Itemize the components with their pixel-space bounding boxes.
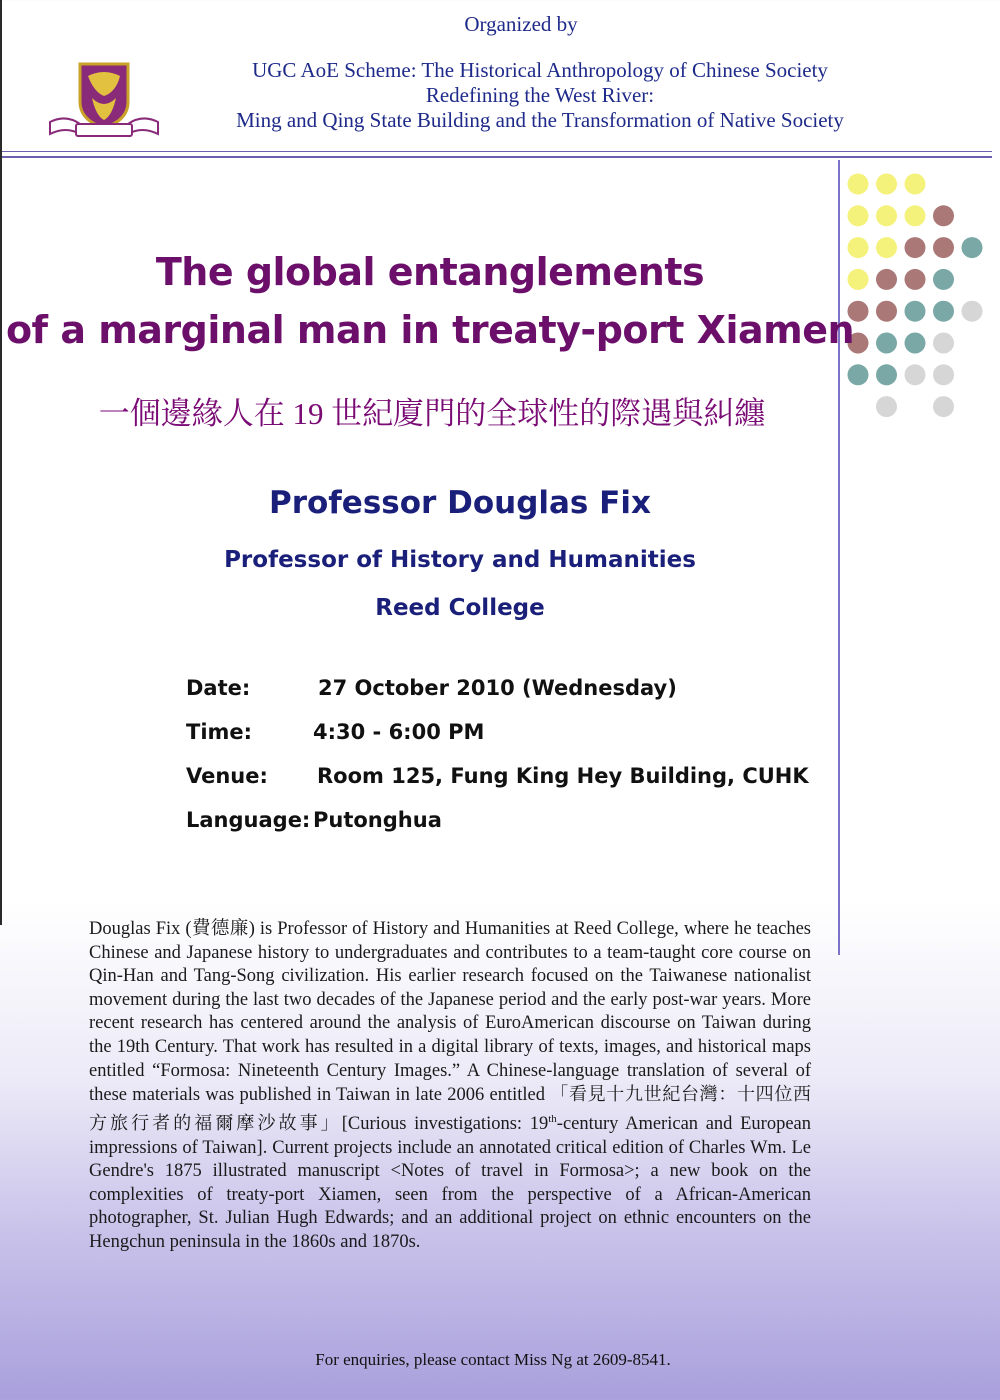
organizer-lines	[180, 58, 900, 133]
decorative-dot	[933, 333, 954, 354]
date-label: Date:	[186, 676, 251, 700]
decorative-dot	[876, 237, 897, 258]
decorative-dot	[876, 205, 897, 226]
talk-title-line-2: of a marginal man in treaty-port Xiamen	[5, 308, 855, 352]
organized-by-label: Organized by	[464, 12, 578, 36]
talk-title-line-1: The global entanglements	[155, 250, 705, 294]
decorative-dot	[876, 396, 897, 417]
decorative-dot	[905, 237, 926, 258]
decorative-dot	[876, 301, 897, 322]
venue-label: Venue:	[186, 764, 268, 788]
bio-chinese-book-title: 「看見十九世紀台灣：十四位西方旅行者的福爾摩沙故事」	[89, 1084, 812, 1133]
decorative-dot	[962, 301, 983, 322]
time-label: Time:	[186, 720, 253, 744]
decorative-dot	[848, 174, 869, 195]
header-divider-thin	[0, 151, 992, 152]
decorative-dot	[933, 301, 954, 322]
decorative-dot	[905, 269, 926, 290]
decorative-dot	[876, 269, 897, 290]
left-frame-line	[0, 0, 2, 925]
decorative-dot	[876, 333, 897, 354]
bio-superscript: th	[548, 1112, 557, 1125]
decorative-dot	[905, 174, 926, 195]
decorative-dot	[905, 301, 926, 322]
decorative-dot	[933, 205, 954, 226]
language-value: Putonghua	[313, 808, 442, 832]
talk-title	[0, 243, 860, 359]
venue-value: Room 125, Fung King Hey Building, CUHK	[317, 764, 809, 788]
speaker-biography	[89, 918, 811, 1254]
decorative-dot	[905, 205, 926, 226]
talk-title-chinese: 一個邊緣人在 19 世紀廈門的全球性的際遇與糾纏	[98, 396, 766, 431]
decorative-dot	[933, 396, 954, 417]
time-value: 4:30 - 6:00 PM	[313, 720, 485, 744]
speaker-name: Professor Douglas Fix	[269, 485, 651, 521]
decorative-dot	[933, 364, 954, 385]
decorative-dot	[876, 174, 897, 195]
language-label: Language:	[186, 808, 311, 832]
decorative-dot	[962, 237, 983, 258]
university-crest-logo	[46, 62, 162, 142]
decorative-dot	[848, 364, 869, 385]
decorative-dot-grid	[842, 170, 1000, 420]
bio-text-1: Douglas Fix (費德廉) is Professor of History and Humanities at Reed College, where he teaches Chinese and Japanese history to undergraduates and contributes to a team-taught core course on Qin-Han and Tang-Song civilization. His earlier research focused on the Taiwanese nationalist movement during the last two decades of the Japanese period and the early post-war years. More recent research has centered around the analysis of EuroAmerican discourse on Taiwan during the 19th Century. That work has resulted in a digital library of texts, images, and historical maps entitled “Formosa: Nineteenth Century Images.” A Chinese-language translation of several of these materials was published in Taiwan in late 2006 entitled	[89, 919, 811, 1106]
organizer-line-2: Redefining the West River:	[425, 83, 655, 107]
decorative-dot	[933, 237, 954, 258]
speaker-block	[0, 480, 920, 632]
speaker-institution: Reed College	[375, 595, 545, 621]
date-value: 27 October 2010 (Wednesday)	[318, 676, 677, 700]
decorative-dot	[905, 364, 926, 385]
organizer-line-1: UGC AoE Scheme: The Historical Anthropology of Chinese Society	[252, 58, 828, 82]
decorative-dot	[933, 269, 954, 290]
header-divider-thick	[0, 156, 992, 158]
organizer-line-3: Ming and Qing State Building and the Transformation of Native Society	[236, 108, 844, 132]
decorative-dot	[848, 205, 869, 226]
speaker-role: Professor of History and Humanities	[224, 547, 696, 573]
decorative-dot	[905, 333, 926, 354]
decorative-dot	[876, 364, 897, 385]
bio-text-2: [Curious investigations: 19	[341, 1113, 549, 1134]
enquiries-footer: For enquiries, please contact Miss Ng at 2609-8541.	[315, 1350, 671, 1369]
bio-text-3: -century American and European impressions of Taiwan]. Current projects include an annotated critical edition of Charles Wm. Le Gendre's 1875 illustrated manuscript <Notes of travel in Formosa>; a new book on the complexities of treaty-port Xiamen, seen from the perspective of a African-American photographer, St. Julian Hugh Edwards; and an additional project on ethnic encounters on the Hengchun peninsula in the 1860s and 1870s.	[89, 1113, 811, 1252]
